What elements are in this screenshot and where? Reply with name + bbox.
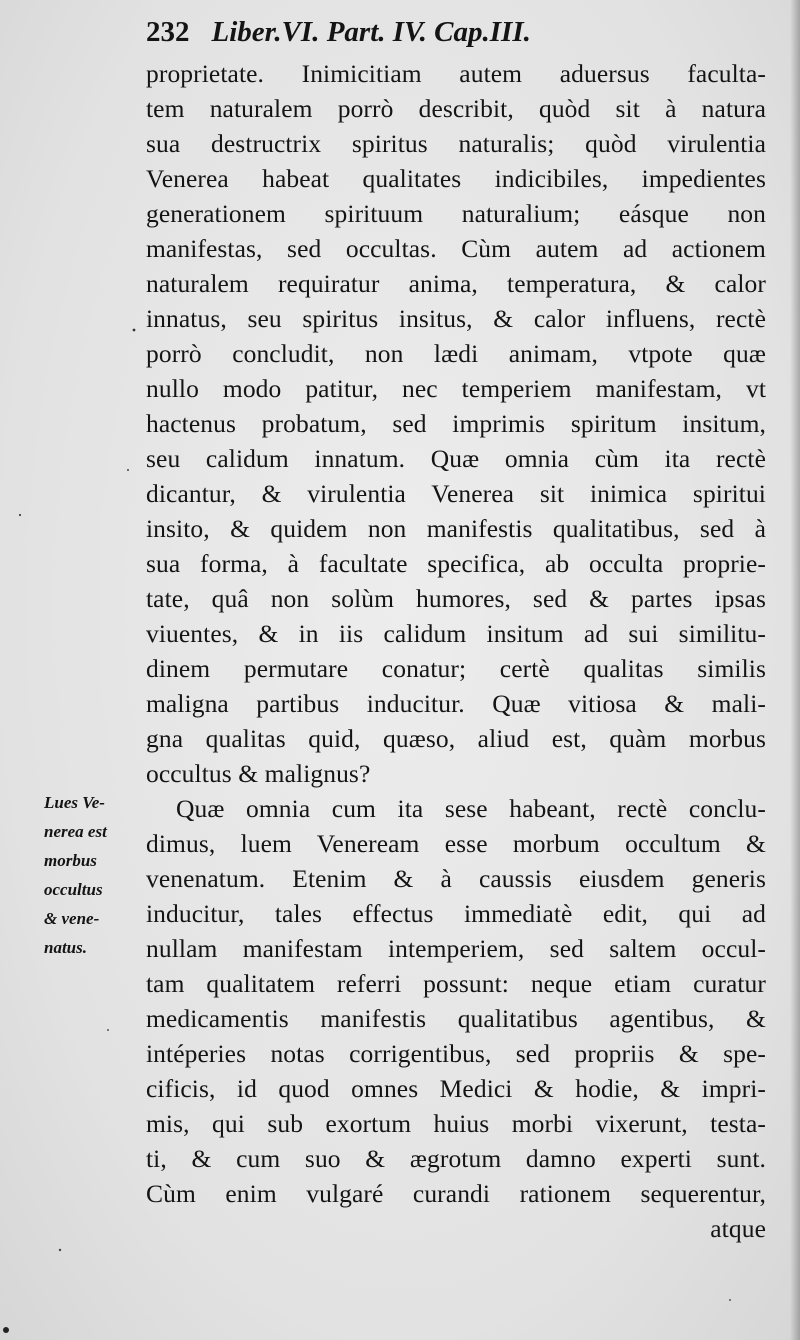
text-line: Venerea habeat qualitates indicibiles, impedientes: [146, 164, 766, 193]
margin-note-line: natus.: [44, 938, 87, 957]
paragraph-first-line: Quæ omnia cum ita sese habeant, rectè conclu-: [176, 794, 766, 823]
text-line: tam qualitatem referri possunt: neque etiam curatur: [146, 969, 766, 998]
text-line: gna qualitas quid, quæso, aliud est, quàm morbus: [146, 724, 766, 753]
margin-note-line: nerea est: [44, 822, 107, 841]
text-line: generationem spirituum naturalium; eásque non: [146, 199, 766, 228]
margin-note-line: & vene-: [44, 909, 100, 928]
text-line: seu calidum innatum. Quæ omnia cùm ita rectè: [146, 444, 766, 473]
text-line: tate, quâ non solùm humores, sed & partes ipsas: [146, 584, 766, 613]
text-line: innatus, seu spiritus insitus, & calor influens, rectè: [146, 304, 766, 333]
text-line: porrò concludit, non lædi animam, vtpote quæ: [146, 339, 766, 368]
text-line: dicantur, & virulentia Venerea sit inimica spiritui: [146, 479, 766, 508]
text-line: hactenus probatum, sed imprimis spiritum insitum,: [146, 409, 766, 438]
text-line: inducitur, tales effectus immediatè edit, qui ad: [146, 899, 766, 928]
text-line: dimus, luem Veneream esse morbum occultum &: [146, 829, 766, 858]
text-line: proprietate. Inimicitiam autem aduersus faculta-: [146, 59, 766, 88]
page-edge-shadow: [790, 0, 800, 1340]
text-line: manifestas, sed occultas. Cùm autem ad actionem: [146, 234, 766, 263]
catchword: atque: [710, 1214, 766, 1243]
page-number: 232: [146, 16, 190, 48]
text-line: insito, & quidem non manifestis qualitatibus, sed à: [146, 514, 766, 543]
margin-note: [44, 788, 142, 962]
text-line: tem naturalem porrò describit, quòd sit à natura: [146, 94, 766, 123]
text-line: naturalem requiratur anima, temperatura, & calor: [146, 269, 766, 298]
text-line: mis, qui sub exortum huius morbi vixerunt, testa-: [146, 1109, 766, 1138]
text-line: sua destructrix spiritus naturalis; quòd virulentia: [146, 129, 766, 158]
text-line: occultus & malignus?: [146, 759, 371, 788]
text-line: dinem permutare conatur; certè qualitas similis: [146, 654, 766, 683]
text-line: maligna partibus inducitur. Quæ vitiosa & mali-: [146, 689, 766, 718]
text-line: cificis, id quod omnes Medici & hodie, & impri-: [146, 1074, 766, 1103]
running-title: Liber.VI. Part. IV. Cap.III.: [211, 16, 531, 48]
text-line: intéperies notas corrigentibus, sed propriis & spe-: [146, 1039, 766, 1068]
text-line: viuentes, & in iis calidum insitum ad sui similitu-: [146, 619, 766, 648]
text-line: medicamentis manifestis qualitatibus agentibus, &: [146, 1004, 766, 1033]
text-line: venenatum. Etenim & à caussis eiusdem generis: [146, 864, 766, 893]
margin-note-line: Lues Ve-: [44, 793, 105, 812]
text-line: nullam manifestam intemperiem, sed saltem occul-: [146, 934, 766, 963]
margin-note-line: occultus: [44, 880, 103, 899]
running-head: [146, 12, 746, 52]
text-line: Cùm enim vulgaré curandi rationem sequerentur,: [146, 1179, 766, 1208]
text-line: ti, & cum suo & ægrotum damno experti sunt.: [146, 1144, 766, 1173]
margin-note-line: morbus: [44, 851, 97, 870]
text-line: nullo modo patitur, nec temperiem manifestam, vt: [146, 374, 766, 403]
main-text-block: [146, 56, 766, 1246]
text-line: sua forma, à facultate specifica, ab occulta proprie-: [146, 549, 766, 578]
